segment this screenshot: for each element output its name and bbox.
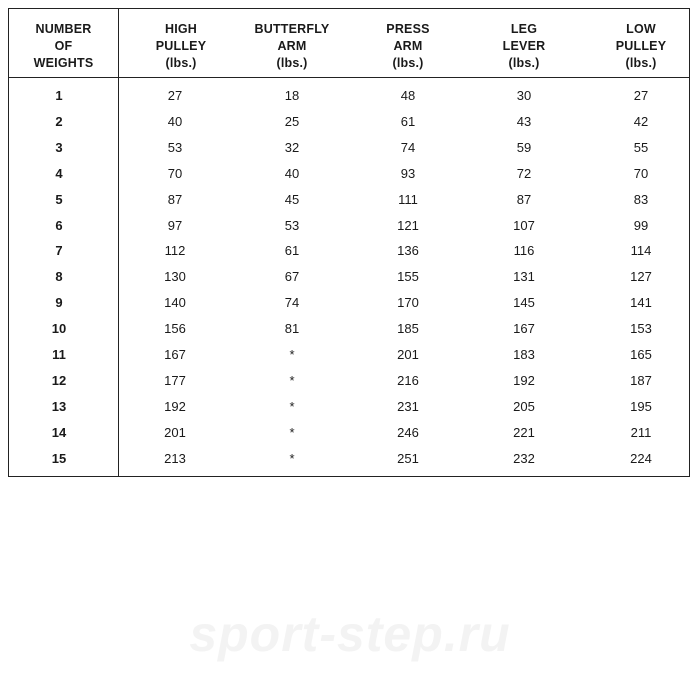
row-number-cell: 4: [55, 165, 63, 181]
watermark: sport-step.ru: [189, 606, 511, 662]
table-cell: 61: [284, 243, 300, 259]
table-cell: 27: [633, 88, 649, 103]
table-cell: 18: [284, 88, 300, 103]
table-cell: *: [289, 347, 295, 362]
table-cell: 192: [513, 372, 535, 388]
table-cell: *: [289, 424, 295, 440]
table-cell: *: [289, 372, 295, 388]
row-number-cell: 2: [55, 113, 63, 129]
header-number-of-weights: NUMBER OF WEIGHTS: [33, 22, 94, 70]
table-cell: 201: [164, 424, 186, 440]
table-row: [9, 114, 691, 140]
row-number-cell: 5: [55, 191, 63, 207]
table-cell: 183: [513, 347, 535, 362]
row-number-cell: 12: [51, 372, 67, 388]
table-cell: 195: [630, 398, 652, 414]
table-row: [9, 425, 691, 451]
table-cell: 167: [164, 347, 186, 362]
table-cell: 231: [397, 398, 419, 414]
table-cell: 53: [167, 139, 183, 155]
table-cell: 114: [630, 243, 652, 259]
header-press-arm: PRESS ARM (lbs.): [386, 22, 430, 70]
table-cell: 131: [513, 269, 535, 285]
weights-table: [8, 8, 690, 477]
table-cell: 72: [516, 165, 532, 181]
table-cell: 130: [164, 269, 186, 285]
table-row: [9, 192, 691, 218]
table-row: [9, 373, 691, 399]
table-cell: 42: [633, 113, 649, 129]
table-cell: 232: [513, 450, 535, 466]
table-row: [9, 166, 691, 192]
table-cell: 177: [164, 372, 186, 388]
table-row: [9, 243, 691, 269]
table-cell: 192: [164, 398, 186, 414]
table-cell: 53: [284, 217, 300, 233]
table-cell: 205: [513, 398, 535, 414]
table-row: [9, 399, 691, 425]
table-cell: 32: [284, 139, 300, 155]
table-row: [9, 140, 691, 166]
table-row: [9, 347, 691, 373]
table-cell: 224: [630, 450, 652, 466]
table-cell: 167: [513, 321, 535, 337]
table-cell: 213: [164, 450, 186, 466]
table-cell: 74: [284, 295, 300, 311]
table-cell: 221: [513, 424, 535, 440]
table-cell: 93: [400, 165, 416, 181]
table-cell: 127: [630, 269, 652, 285]
table-row: [9, 269, 691, 295]
header-high-pulley: HIGH PULLEY (lbs.): [155, 22, 207, 70]
header-low-pulley: LOW PULLEY (lbs.): [615, 22, 667, 70]
row-number-cell: 13: [51, 398, 67, 414]
table-cell: 155: [397, 269, 419, 285]
table-cell: 145: [513, 295, 535, 311]
table-cell: 27: [167, 88, 183, 103]
table-cell: 70: [167, 165, 183, 181]
table-row: [9, 321, 691, 347]
row-number-cell: 14: [51, 424, 67, 440]
table-cell: 211: [630, 424, 652, 440]
row-number-cell: 1: [55, 88, 63, 103]
table-cell: 48: [400, 88, 416, 103]
table-cell: 87: [167, 191, 183, 207]
table-cell: 59: [516, 139, 532, 155]
table-cell: 74: [400, 139, 416, 155]
header-divider: [9, 77, 689, 78]
table-cell: 45: [284, 191, 300, 207]
table-cell: 153: [630, 321, 652, 337]
table-cell: 97: [167, 217, 183, 233]
row-number-cell: 6: [55, 217, 63, 233]
table-cell: 140: [164, 295, 186, 311]
table-row: [9, 295, 691, 321]
table-cell: 112: [164, 243, 186, 259]
table-cell: 185: [397, 321, 419, 337]
table-cell: 30: [516, 88, 532, 103]
row-number-cell: 11: [52, 347, 66, 362]
table-row: [9, 218, 691, 244]
table-cell: 70: [633, 165, 649, 181]
row-number-cell: 15: [51, 450, 67, 466]
table-cell: 251: [397, 450, 419, 466]
table-row: [9, 451, 691, 477]
table-cell: 156: [164, 321, 186, 337]
table-cell: 165: [630, 347, 652, 362]
table-cell: 43: [516, 113, 532, 129]
table-cell: 25: [284, 113, 300, 129]
row-number-cell: 7: [55, 243, 63, 259]
table-cell: 99: [633, 217, 649, 233]
table-cell: *: [289, 450, 295, 466]
table-cell: 187: [630, 372, 652, 388]
table-cell: 111: [398, 191, 418, 207]
table-cell: 61: [400, 113, 416, 129]
table-cell: 136: [397, 243, 419, 259]
table-cell: 170: [397, 295, 419, 311]
table-cell: 55: [633, 139, 649, 155]
table-cell: 216: [397, 372, 419, 388]
table-cell: 116: [513, 243, 535, 259]
table-cell: 87: [516, 191, 532, 207]
table-cell: 83: [633, 191, 649, 207]
row-number-cell: 10: [51, 321, 67, 337]
row-number-cell: 3: [55, 139, 63, 155]
table-row: [9, 88, 691, 114]
header-butterfly-arm: BUTTERFLY ARM (lbs.): [254, 22, 330, 70]
table-cell: 141: [630, 295, 652, 311]
header-leg-lever: LEG LEVER (lbs.): [502, 22, 546, 70]
table-cell: 40: [167, 113, 183, 129]
table-cell: 40: [284, 165, 300, 181]
table-cell: 121: [397, 217, 419, 233]
table-cell: 107: [513, 217, 535, 233]
table-cell: 201: [397, 347, 419, 362]
table-cell: 81: [284, 321, 300, 337]
row-number-cell: 9: [55, 295, 63, 311]
table-cell: 67: [284, 269, 300, 285]
row-number-cell: 8: [55, 269, 63, 285]
table-cell: 246: [397, 424, 419, 440]
table-cell: *: [289, 398, 295, 414]
